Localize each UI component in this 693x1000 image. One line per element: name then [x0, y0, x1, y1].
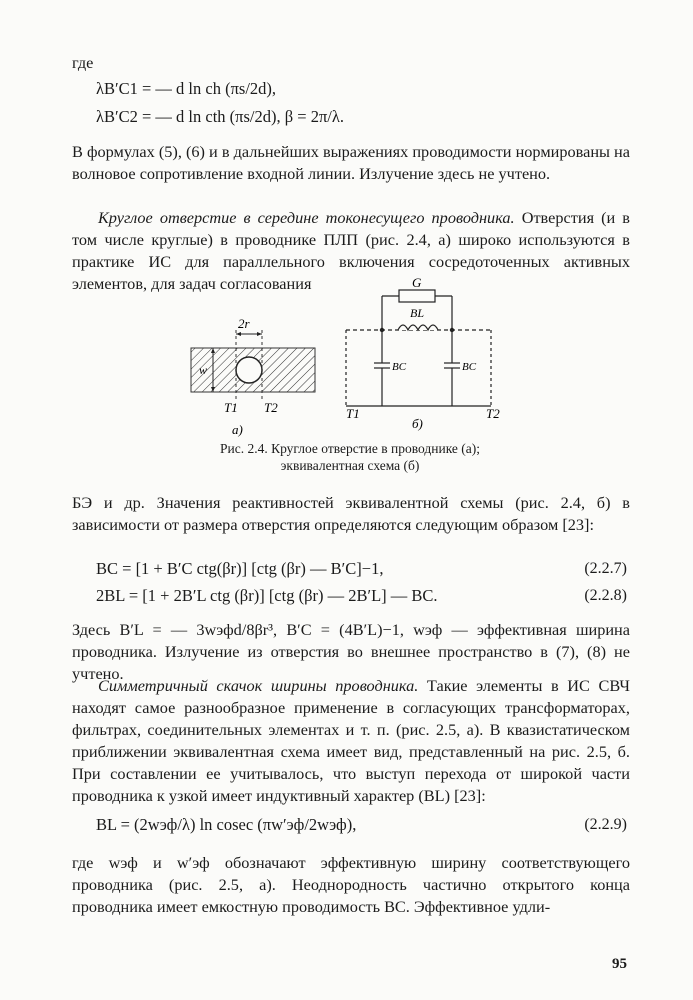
- paragraph-be: БЭ и др. Значения реактивностей эквивалентной схемы (рис. 2.4, б) в зависимости от размера отверстия определяются следующим образом [23]:: [72, 493, 630, 534]
- label-part-b: б): [412, 416, 423, 431]
- intro-word: где: [72, 53, 94, 72]
- label-w: w: [199, 363, 208, 377]
- label-t1-a: T1: [224, 400, 238, 415]
- heading-width-jump: Симметричный скачок ширины проводника.: [98, 676, 419, 695]
- label-2r: 2r: [238, 316, 250, 331]
- formula-bc2: λB′C2 = — d ln cth (πs/2d), β = 2π/λ.: [96, 107, 344, 126]
- equation-2-2-8: 2BL = [1 + 2B′L ctg (βr)] [ctg (βr) — 2B′L] — BC.: [96, 586, 438, 605]
- equation-number-2-2-8: (2.2.8): [584, 587, 627, 604]
- formula-bc1: λB′C1 = — d ln ch (πs/2d),: [96, 79, 277, 98]
- equation-2-2-7: BC = [1 + B′C ctg(βr)] [ctg (βr) — B′C]−1,: [96, 559, 384, 578]
- label-t2-a: T2: [264, 400, 278, 415]
- label-g: G: [412, 275, 422, 290]
- paragraph-width-jump: [72, 675, 630, 807]
- conductor-with-hole: [191, 330, 315, 402]
- figure-2-4: [186, 272, 506, 442]
- label-t2-b: T2: [486, 406, 500, 421]
- heading-round-hole: Круглое отверстие в середине токонесущего проводника.: [98, 208, 515, 227]
- figure-caption-line2: эквивалентная схема (б): [280, 458, 420, 473]
- label-bc-left: BC: [392, 361, 407, 373]
- label-t1-b: T1: [346, 406, 360, 421]
- label-bc-right: BC: [462, 361, 477, 373]
- paragraph-normalization: В формулах (5), (6) и в дальнейших выражениях проводимости нормированы на волновое сопротивление входной линии. Излучение здесь не учтено.: [72, 142, 630, 183]
- paragraph-zdes: Здесь B′L = — 3wэфd/8βr³, B′C = (4B′L)−1, wэф — эффективная ширина проводника. Излучение из отверстия во внешнее пространство в (7), (8) не учтено.: [72, 620, 630, 683]
- paragraph-round-hole-text: Отверстия (и в том числе круглые) в проводнике ПЛП (рис. 2.4, а) широко используются в практике ИС для параллельного включения сосредоточенных активных элементов, для задач согласования: [72, 208, 630, 293]
- paragraph-width-jump-text: Такие элементы в ИС СВЧ находят самое разнообразное применение в согласующих трансформаторах, фильтрах, соединительных элементах и т. п. (рис. 2.5, а). В квазистатическом приближении эквивалентная схема имеет вид, представленный на рис. 2.5, б. При составлении ее учитывалось, что выступ перехода от широкой части проводника к узкой имеет индуктивный характер (BL) [23]:: [72, 676, 630, 805]
- label-part-a: а): [232, 422, 243, 437]
- figure-caption-line1: Рис. 2.4. Круглое отверстие в проводнике (а);: [219, 441, 481, 456]
- equation-number-2-2-9: (2.2.9): [584, 816, 627, 833]
- page-number: 95: [612, 956, 627, 972]
- equation-2-2-9: BL = (2wэф/λ) ln cosec (πw′эф/2wэф),: [96, 815, 357, 834]
- equation-number-2-2-7: (2.2.7): [584, 560, 627, 577]
- label-bl: BL: [410, 306, 425, 320]
- paragraph-final: где wэф и w′эф обозначают эффективную ширину соответствующего проводника (рис. 2.5, а). Неоднородность частично открытого конца проводника имеет емкостную проводимость BC. Эффективное удли-: [72, 853, 630, 916]
